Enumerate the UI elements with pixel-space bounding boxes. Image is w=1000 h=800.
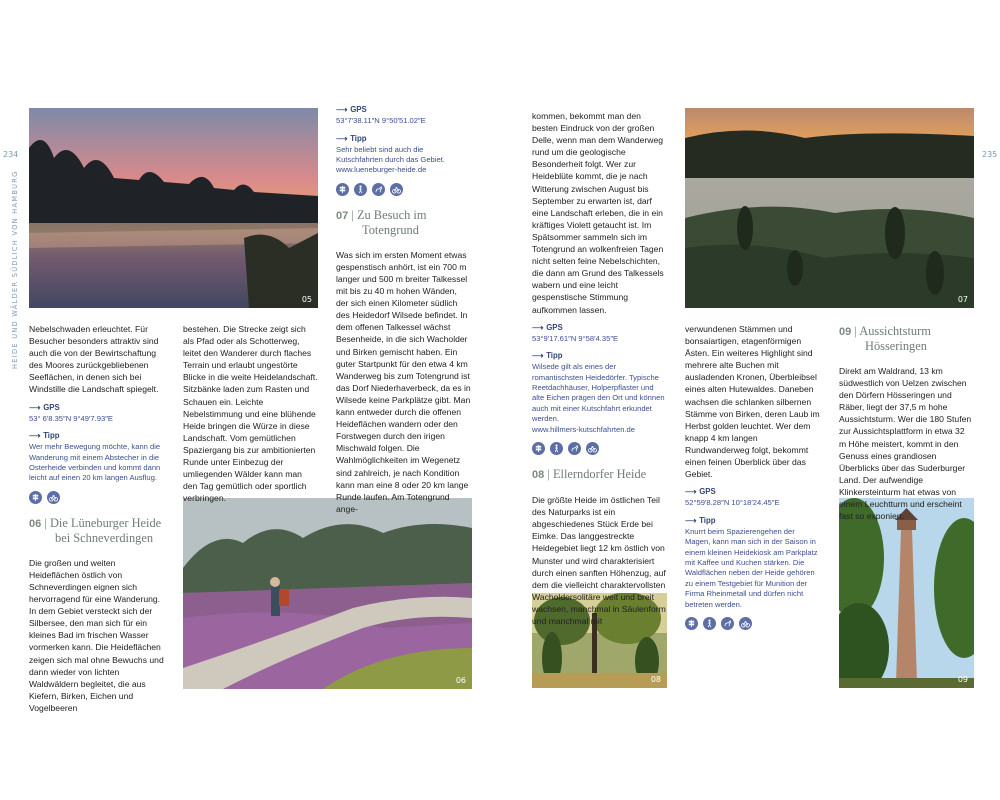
section-title-line-1: Ellerndorfer Heide [552,467,647,482]
page-number-left: 234 [3,150,19,159]
photo-hiker-heather [183,498,472,689]
hiking-sign-icon [685,617,698,630]
bicycle-icon [390,183,403,196]
tip-text: Knurrt beim Spazierengehen der Magen, kann man sich in der Saison in einem kleinen Heidekiosk am Parkplatz mit Kaffee und Kuchen stärken. Die Waldflächen neben der Heide gehören zu einem Testgebiet für Munition der Firma Rheinmetall und dürfen nicht betreten werden. [685,526,818,609]
photo-misty-valley [685,108,974,308]
tip-text: Wilsede gilt als eines der romantischsten Heidedörfer. Typische Reetdachhäuser, Holperpflaster und alte Eichen prägen den Ort und können auch mit einer Kutschfahrt erkundet werden. [532,362,665,424]
photo-number: 08 [650,675,661,684]
bicycle-icon [586,442,599,455]
paragraph: Die großen und weiten Heideflächen östlich von Schneverdingen eignen sich hervorragend für eine Wanderung. In dem Gebiet versteckt sich der Silbersee, den man sich für ein kleines Bad im frischen Wasser vormerken kann. Die Heideflächen zeigen sich mal ohne Bewuchs und dann wieder von lichten Waldwäldern begleitet, die aus Kiefern, Birken, Eichen und Vogelbeeren [29,557,164,713]
tip-text: Sehr beliebt sind auch die Kutschfahrten durch das Gebiet. [336,144,445,164]
photo-number: 05 [301,295,312,304]
hiker-icon [354,183,367,196]
page-number-right: 235 [982,150,998,159]
bicycle-icon [47,491,60,504]
arrow-icon: ⟶ [685,487,697,497]
tip-label: ⟶ Tipp [29,431,60,441]
activity-icons [336,183,471,196]
tip-label: ⟶ Tipp [685,515,716,525]
gps-coordinates: 53°7′38.11″N 9°50′51.02″E [336,116,426,126]
gps-label: ⟶ GPS [532,322,563,332]
paragraph: Nebelschwaden erleuchtet. Für Besucher besonders attraktiv sind auch die von der Bewirtschaftung des Moores zurückgebliebenen Seeflächen, in denen sich bei Windstille die Landschaft spiegelt. [29,324,159,395]
horse-icon [568,442,581,455]
gps-label: ⟶ GPS [685,487,716,497]
photo-number: 07 [957,295,968,304]
paragraph: Was sich im ersten Moment etwas gespenstisch anhört, ist ein 700 m langer und 500 m breiter Talkessel mit bis zu 40 m hohen Wänden, der sich einen Kilometer südlich des Heidedorf Wilsede befindet. In dem offenen Talkessel wächst Besenheide, in die sich Wacholder und Birken gemischt haben. Ein guter Startpunkt für den etwa 4 km Wanderweg bis zum Totengrund ist das Dorf Niederhaverbeck, da es in Wilsede keine Parkplätze gibt. Man kann entweder durch die offenen Heideflächen wandern oder den Forstwegen durch den irigen Mischwald folgen. Die Wahlmöglichkeiten im Wegenetz sind zahlreich, je nach Kondition kann man eine 8 oder 20 km lange Runde laufen. Am Totengrund ange- [336,249,471,514]
hiker-icon [550,442,563,455]
gps-coordinates: 52°59′8.28″N 10°18′24.45″E [685,498,780,508]
hiking-sign-icon [29,491,42,504]
photo-lookout-tower [839,498,974,688]
arrow-icon: ⟶ [29,402,41,412]
arrow-icon: ⟶ [532,322,544,332]
tip-label: ⟶ Tipp [532,351,563,361]
running-head: HEIDE UND WÄLDER SÜDLICH VON HAMBURG [11,170,19,369]
bicycle-icon [739,617,752,630]
section-heading-06: 06 | Die Lüneburger Heide bei Schneverdingen [29,516,164,545]
horse-icon [372,183,385,196]
hiker-icon [703,617,716,630]
gps-label: ⟶ GPS [336,105,367,114]
website-link[interactable]: www.hillmers-kutschfahrten.de [532,424,635,434]
paragraph: Direkt am Waldrand, 13 km südwestlich von Uelzen zwischen den Dörfern Hösseringen und Räber, liegt der 37,5 m hohe Aussichtsturm. Wer die 180 Stufen zur Aussichtsplattform in etwa 32 m Höhe meistert, kommt in den Genuss eines grandiosen Überblicks über das Suderburger Land. Der aufwendige Klinkersteinturm hat etwas von einem Leuchtturm und erscheint fast so exponiert. [839,366,972,522]
section-heading-07: 07 | Zu Besuch im Totengrund [336,208,471,237]
photo-sunrise-lake [29,108,318,308]
tip-text: Wer mehr Bewegung möchte, kann die Wanderung mit einem Abstecher in die Osterheide verbinden und kommt dann leicht auf einen 20 km langen Ausflug. [29,442,161,483]
photo-number: 09 [957,675,968,684]
activity-icons [532,442,667,455]
paragraph: bestehen. Die Strecke zeigt sich als Pfad oder als Schotterweg, leitet den Wanderer durch flaches Terrain und erlaubt ungestörte Blicke in die weite Heidelandschaft. Sitzbänke laden zum Rasten und Schauen ein. Leichte Nebelstimmung und eine blühende Heide bringen die Würze in diese Landschaft. Vom gemütlichen Spaziergang bis zur ambitionierten Runde unter Einbezug der umliegenden Wälder kann man den Tag gemütlich oder sportlich verbringen. [183,324,318,504]
arrow-icon: ⟶ [336,105,348,114]
column-3 [336,104,471,515]
section-heading-09: 09 | Aussichtsturm Hösseringen [839,324,974,353]
section-title-line-2: bei Schneverdingen [55,530,154,545]
hiking-sign-icon [336,183,349,196]
horse-icon [721,617,734,630]
section-heading-08: 08 | Ellerndorfer Heide [532,467,647,482]
arrow-icon: ⟶ [336,133,348,143]
paragraph: kommen, bekommt man den besten Eindruck von der großen Delle, wenn man dem Wanderweg rund um die geologische Besonderheit folgt. Wer zur Heideblüte kommt, die je nach Witterung zwischen August bis September zu erwarten ist, darf eine Landschaft erleben, die in ein kräftiges Violett getaucht ist. Im Spätsommer sammeln sich im Totengrund an wolkenfreien Tagen nicht selten feine Nebelschichten, die dann am Grund des Talkessels wabern und eine leicht gespenstische Stimmung aufkommen lassen. [532,111,664,315]
arrow-icon: ⟶ [685,515,697,525]
gps-label: ⟶ GPS [29,402,60,412]
paragraph: Die größte Heide im östlichen Teil des Naturparks ist ein abgeschiedenes Stück Erde bei Eimke. Das langgestreckte Heidegebiet liegt 12 km östlich von Munster und wird charakterisiert durch einen sanften Höhenzug, auf dem die vielleicht charaktervollsten Wacholdersolitäre weit und breit wachsen, manchmal in Säulenform und manchmal mit [532,495,666,626]
arrow-icon: ⟶ [29,431,41,441]
gps-coordinates: 53° 6′8.35″N 9°49′7.93″E [29,413,113,423]
paragraph: verwundenen Stämmen und bonsaiartigen, etagenförmigen Ästen. Ein weiteres Highlight sind mehrere alte Buchen mit ausladenden Kronen, Überbleibsel eines alten Hutewaldes. Daneben wachsen die schlanken silbernen Stämme von Birken, deren Laub im Herbst golden leuchtet. Wer dem knapp 4 km langen Rundwanderweg folgt, bekommt einen feinen Überblick über das Gebiet. [685,324,820,480]
section-title-line-1: Die Lüneburger Heide [49,515,162,530]
website-link[interactable]: www.lueneburger-heide.de [336,165,427,175]
column-5 [685,323,820,630]
column-2 [183,323,318,504]
arrow-icon: ⟶ [532,351,544,361]
section-title-line-1: Zu Besuch im [356,207,427,222]
gps-coordinates: 53°9′17.61″N 9°58′4.35″E [532,333,619,343]
photo-number: 06 [455,676,466,685]
hiking-sign-icon [532,442,545,455]
section-title-line-2: Totengrund [362,222,419,237]
section-title-line-2: Hösseringen [865,339,927,353]
activity-icons [685,617,820,630]
section-title-line-1: Aussichtsturm [859,324,931,338]
tip-label: ⟶ Tipp [336,133,367,143]
column-4 [532,110,667,627]
activity-icons [29,491,164,504]
column-6 [839,324,974,522]
column-1 [29,323,164,714]
